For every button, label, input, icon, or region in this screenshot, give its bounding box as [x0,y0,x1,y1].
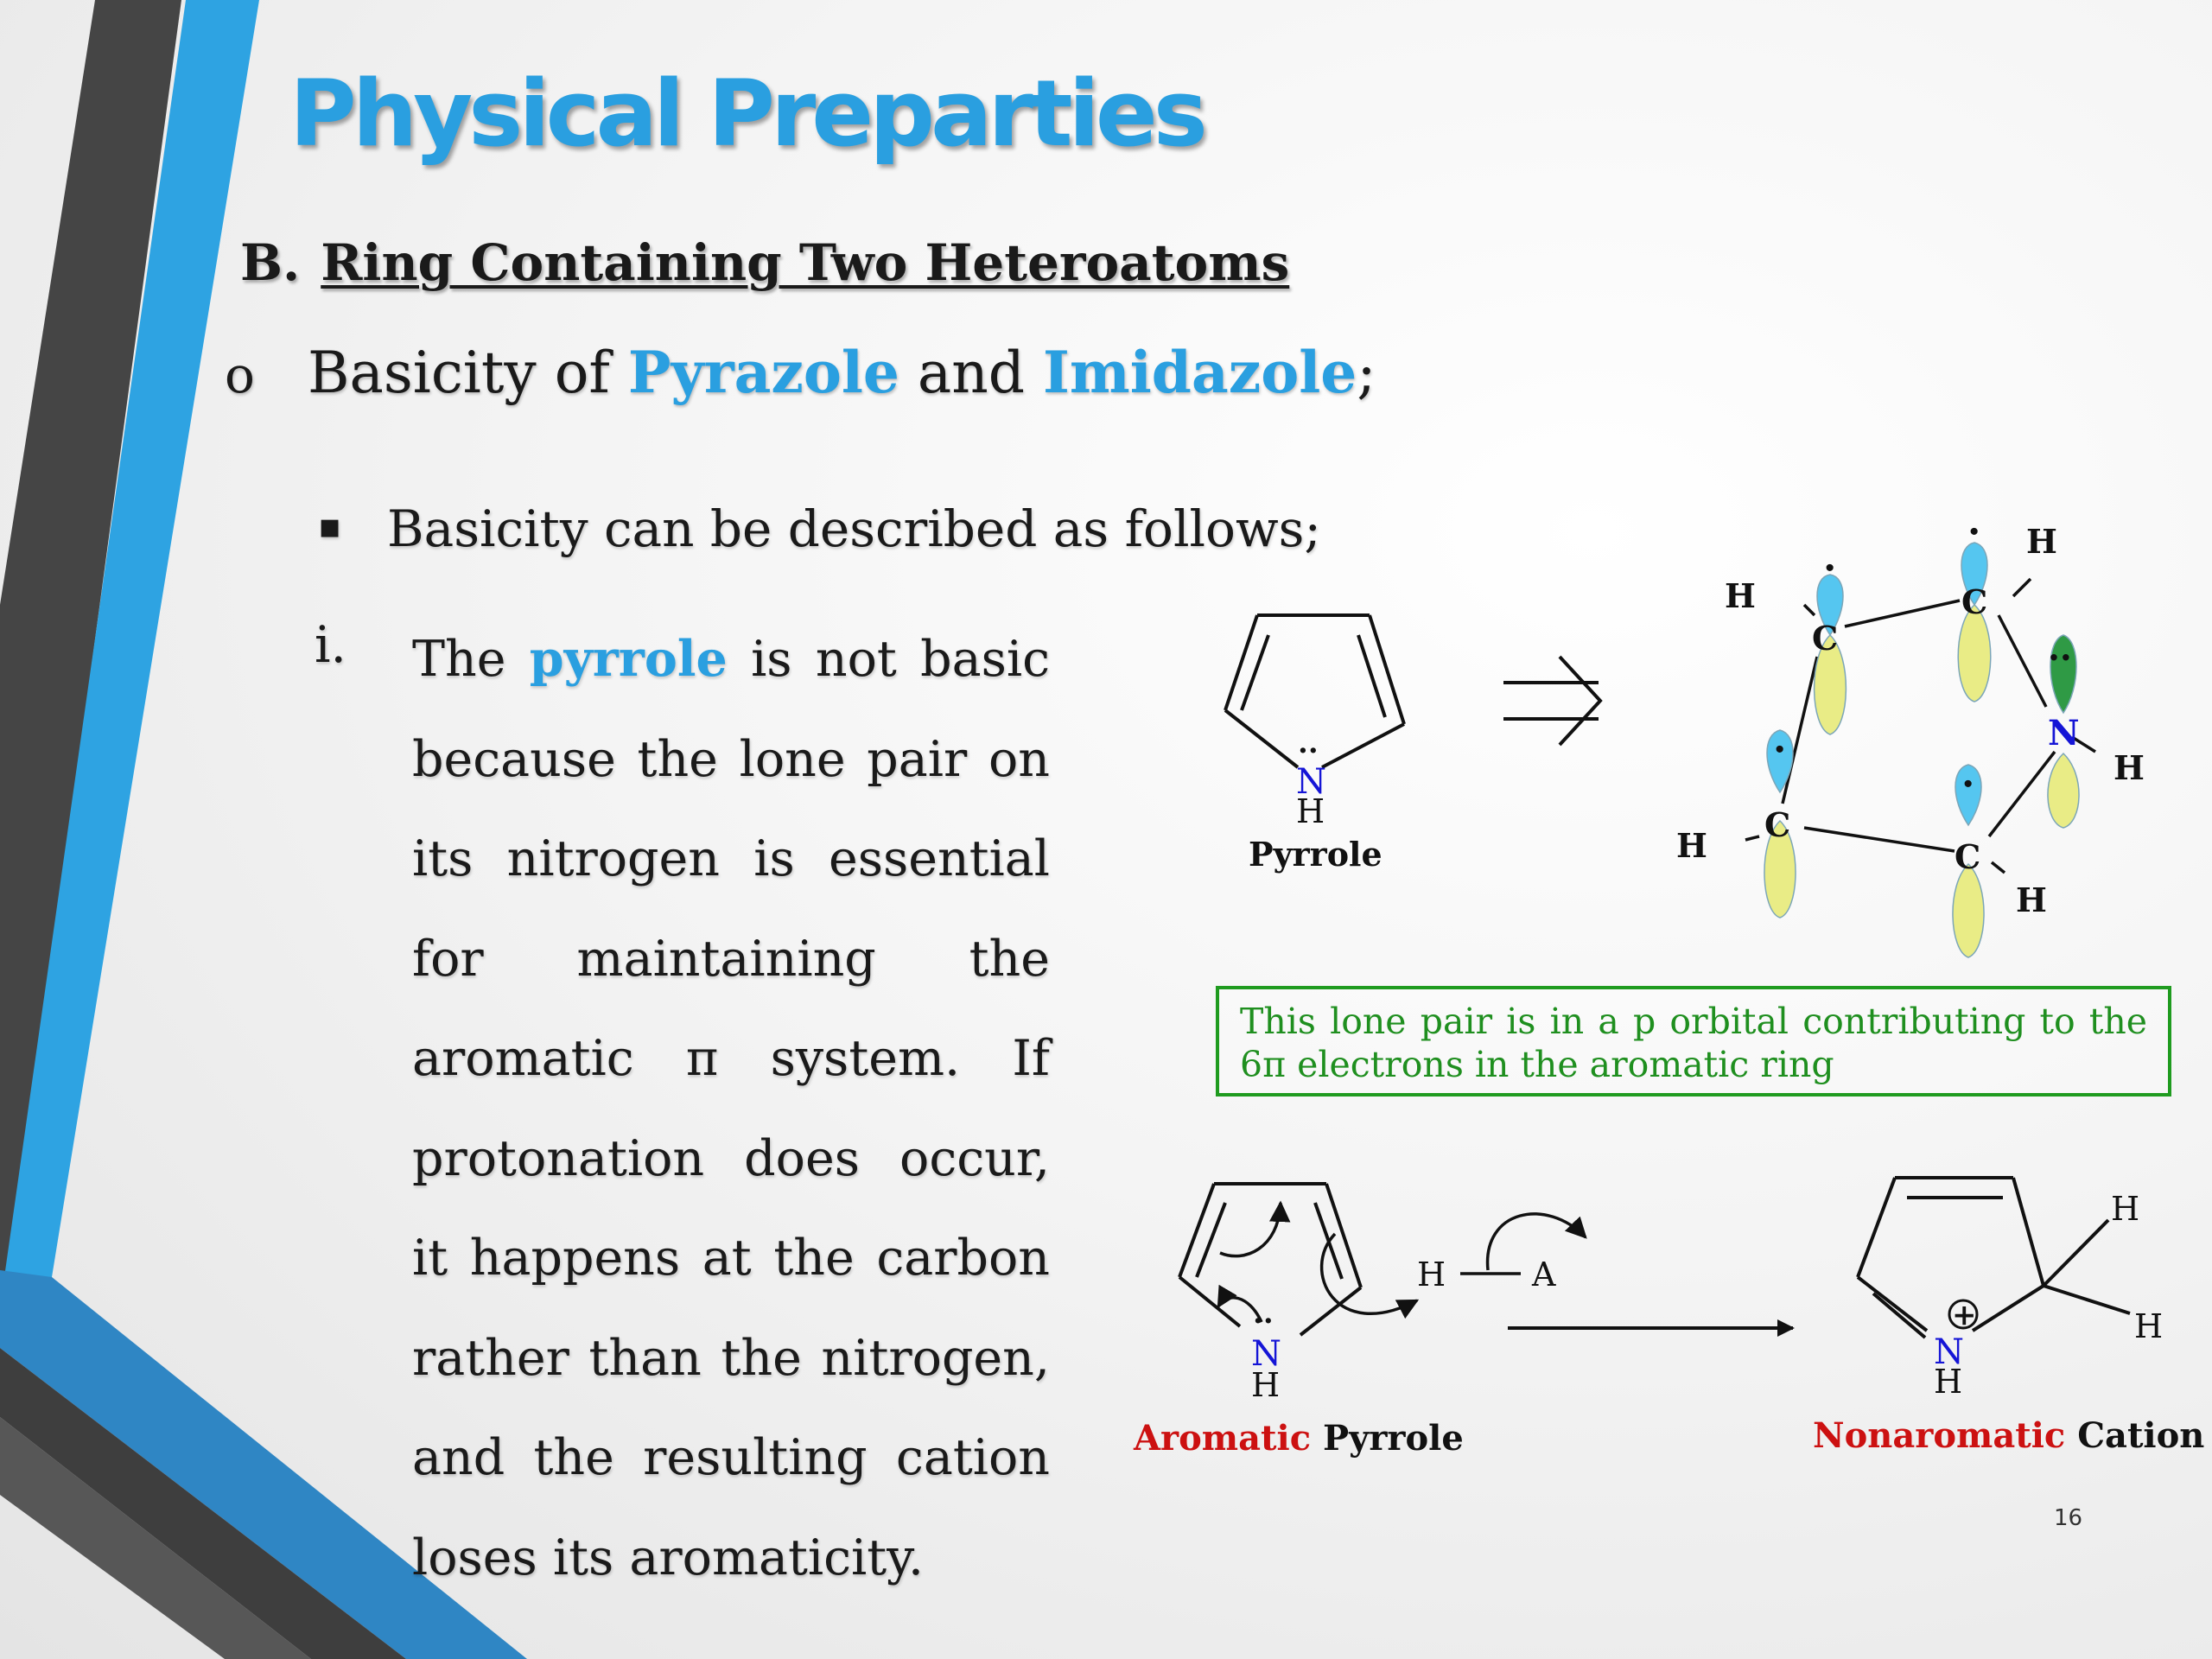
orbital-hydrogen-3: H [1676,826,1707,865]
nonaromatic-cation-structure [1858,1178,2130,1338]
orbital-nitrogen: N [2048,713,2080,753]
reactant-nh-hydrogen: H [1251,1366,1281,1404]
pyrrole-nh-hydrogen: H [1296,792,1325,830]
orbital-carbon-1: C [1812,619,1839,658]
cation-hydrogen-1: H [2111,1190,2140,1228]
pyrrole-label: Pyrrole [1249,835,1382,874]
acid-hydrogen: H [1417,1255,1446,1294]
reactant-label-aromatic: Aromatic [1134,1418,1312,1459]
radical-dot-1: · [1823,546,1837,590]
orbital-carbon-2: C [1961,582,1988,621]
circle-bullet-icon: o [225,346,255,404]
item-numeral: i. [315,615,346,674]
term-pyrazole: Pyrazole [627,339,899,406]
pyrrole-explanation: The pyrrole is not basic because the lone pair on its nitrogen is essential for maintaining the aromatic π system. If protonation does occur, it happens at the carbon rather than the nitrogen, and the resulting cation loses its aromaticity. [412,630,1050,1586]
reactant-label [1133,1418,1464,1459]
lone-pair-callout: This lone pair is in a p orbital contributing to the 6π electrons in the aromatic ring [1216,986,2171,1096]
implies-arrow-icon [1503,657,1600,745]
orbital-carbon-3: C [1764,805,1791,844]
cation-nitrogen: N [1934,1332,1964,1372]
product-label-nonaromatic: Nonaromatic [1813,1415,2066,1456]
cation-hydrogen-2: H [2134,1307,2164,1345]
orbital-hydrogen-5: H [2113,748,2145,787]
section-title: Ring Containing Two Heteroatoms [321,233,1290,292]
orbital-hydrogen-1: H [1725,576,1756,615]
product-label [1813,1415,2204,1456]
orbital-hydrogen-4: H [2016,880,2047,919]
orbital-hydrogen-2: H [2026,522,2057,561]
radical-dot-4: · [1961,762,1975,806]
section-letter: B. [240,233,301,292]
radical-dot-2: · [1967,510,1981,554]
radical-dot-3: · [1773,728,1787,772]
product-label-cation: Cation [2077,1415,2205,1456]
square-bullet-icon: ▪ [318,506,342,546]
orbital-carbon-4: C [1955,837,1981,876]
cation-plus-icon: + [1952,1298,1977,1332]
acid-conjugate-base: A [1532,1255,1556,1294]
cation-nh-hydrogen: H [1934,1363,1963,1401]
term-imidazole: Imidazole [1043,339,1357,406]
bullet-basicity-topic: o Basicity of Pyrazole and Imidazole; [225,339,1376,406]
reactant-lone-pair: ·· [1253,1304,1274,1338]
slide-title: Physical Preparties [289,60,1204,167]
orbital-lone-pair: ·· [2048,638,2072,678]
pyrrole-lone-pair: ·· [1298,734,1319,768]
term-pyrrole: pyrrole [529,630,728,688]
reactant-label-pyrrole: Pyrrole [1323,1418,1464,1459]
orbital-diagram [1676,510,2145,957]
reactant-nitrogen: N [1251,1334,1281,1374]
curly-arrows-icon [1218,1203,1586,1322]
page-number: 16 [2054,1505,2083,1531]
pyrrole-nitrogen: N [1296,762,1326,802]
bullet-basicity-description: ▪ Basicity can be described as follows; [318,499,1321,558]
